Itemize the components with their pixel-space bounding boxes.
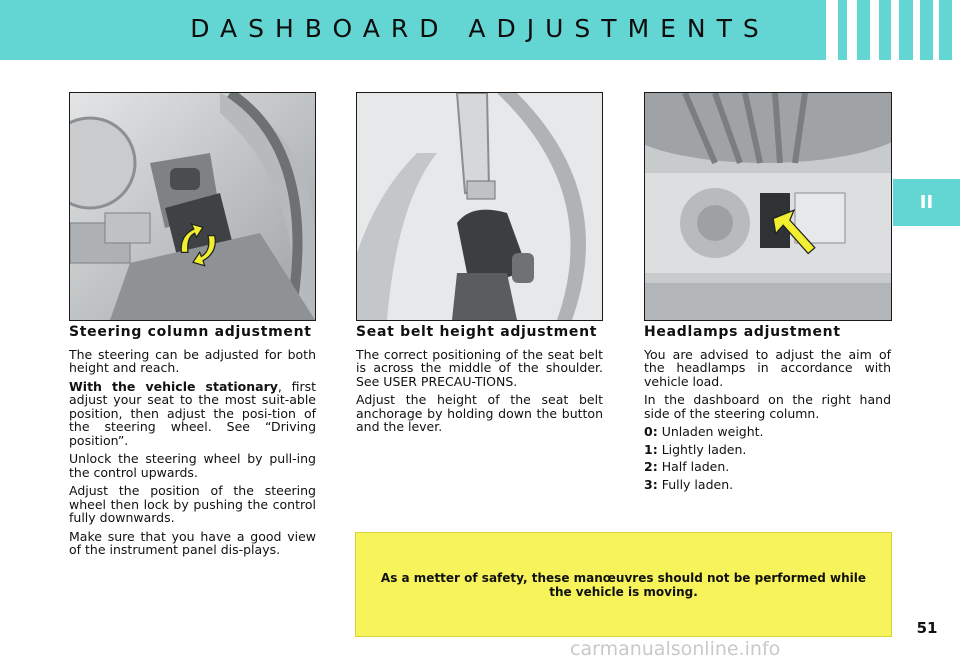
level-text: Half laden.: [661, 459, 730, 474]
page-header: [0, 0, 960, 60]
seatbelt-text: The correct positioning of the seat belt is across the middle of the shoulder. See USER PRECAU-TIONS.: [356, 346, 603, 389]
steering-heading: Steering column adjustment: [69, 324, 312, 340]
steering-adjust-arrows-icon: [162, 219, 234, 269]
level-item: [644, 478, 891, 492]
steering-bold-lead: With the vehicle stationary: [69, 378, 278, 394]
header-stripe: [913, 0, 920, 60]
header-stripe: [933, 0, 939, 60]
page-number: 51: [916, 619, 938, 637]
steering-text: Unlock the steering wheel by pull-ing the control upwards.: [69, 451, 316, 480]
headlamps-text: You are advised to adjust the aim of the headlamps in accordance with vehicle load.: [644, 346, 891, 389]
steering-text: The steering can be adjusted for both height and reach.: [69, 346, 316, 375]
seatbelt-heading: Seat belt height adjustment: [356, 324, 598, 340]
level-key: 1:: [644, 441, 658, 457]
level-key: 2:: [644, 459, 658, 474]
headlamps-section: [644, 326, 891, 495]
level-item: [644, 443, 891, 457]
safety-notice: [355, 532, 892, 637]
headlamps-text: In the dashboard on the right hand side of the steering column.: [644, 392, 891, 421]
level-item: [644, 425, 891, 439]
headlamps-heading: Headlamps adjustment: [644, 324, 841, 340]
level-text: Lightly laden.: [661, 441, 747, 457]
seat-belt-photo: [356, 92, 603, 321]
chapter-tab[interactable]: II: [893, 179, 960, 226]
header-stripe: [870, 0, 879, 60]
steering-text: [69, 380, 316, 448]
steering-text: Adjust the position of the steering wheel then lock by pushing the control fully downwards.: [69, 483, 316, 525]
level-key: 3:: [644, 476, 658, 492]
watermark: carmanualsonline.info: [570, 638, 781, 660]
level-text: Fully laden.: [661, 476, 734, 492]
headlamp-adjust-arrow-icon: [769, 206, 819, 256]
header-stripe: [826, 0, 838, 60]
headlamp-control-photo: [644, 92, 892, 321]
safety-notice-text: As a metter of safety, these manœuvres should not be performed while the vehicle is moving.: [380, 570, 867, 599]
header-stripe: [891, 0, 899, 60]
level-item: [644, 460, 891, 474]
header-stripe: [847, 0, 857, 60]
level-key: 0:: [644, 424, 658, 439]
steering-text-rest: , first adjust your seat to the most suit-able position, then adjust the posi-tion of the steering wheel. See “Driving position”.: [69, 378, 316, 448]
steering-section: [69, 326, 316, 562]
header-stripe: [952, 0, 960, 60]
steering-text: Make sure that you have a good view of the instrument panel dis-plays.: [69, 528, 316, 557]
seatbelt-text: Adjust the height of the seat belt anchorage by holding down the button and the lever.: [356, 392, 603, 434]
level-text: Unladen weight.: [661, 424, 764, 439]
steering-column-photo: [69, 92, 316, 321]
page-title: DASHBOARD ADJUSTMENTS: [190, 14, 770, 43]
seatbelt-section: [356, 326, 603, 439]
